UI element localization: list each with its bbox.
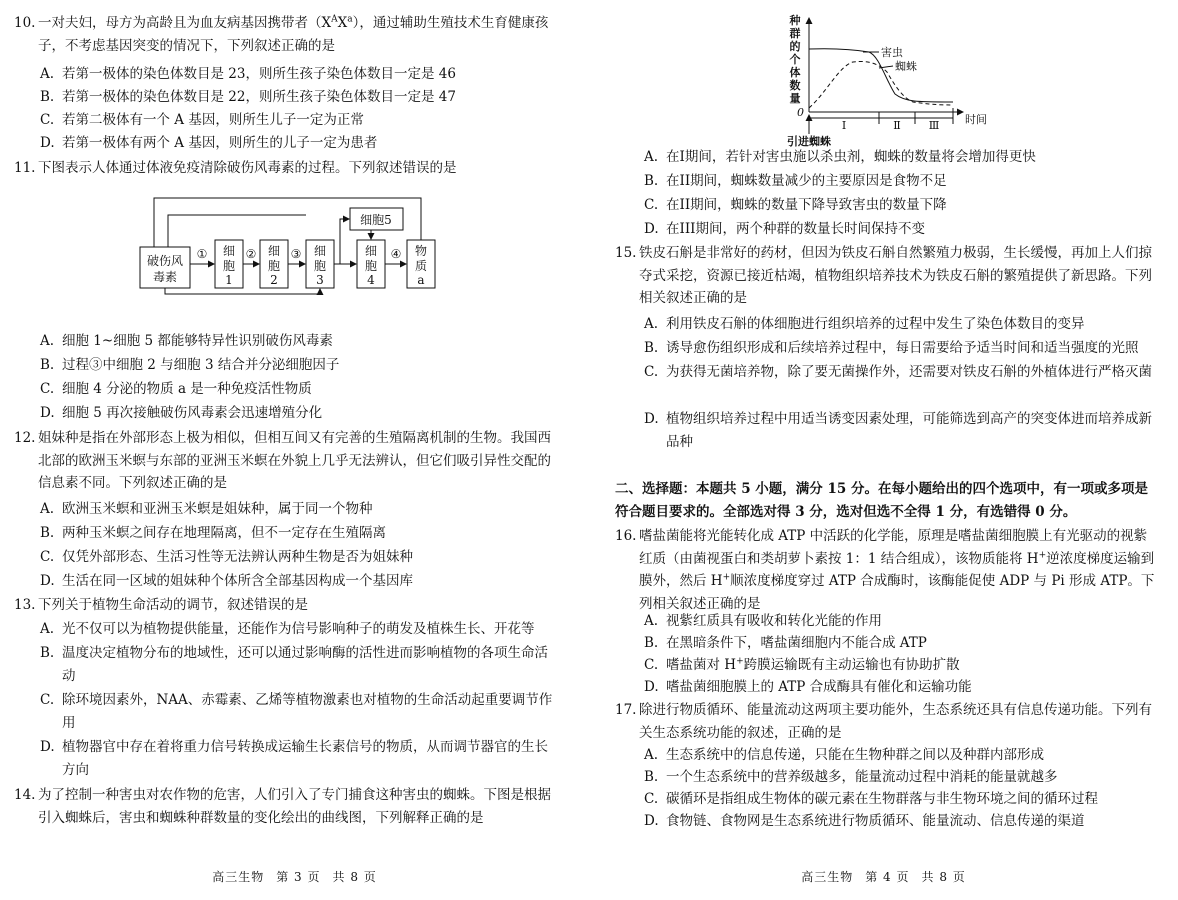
option-a bbox=[644, 313, 1154, 336]
option-text: 过程③中细胞 2 与细胞 3 结合并分泌细胞因子 bbox=[62, 357, 340, 373]
option-a bbox=[644, 744, 1154, 767]
option-b bbox=[644, 337, 1154, 360]
option-b bbox=[40, 354, 560, 377]
option-letter: D. bbox=[40, 739, 55, 755]
option-text: 碳循环是指组成生物体的碳元素在生物群落与非生物环境之间的循环过程 bbox=[666, 791, 1098, 807]
superscript: a bbox=[347, 14, 353, 25]
substance-label: 物 bbox=[414, 244, 428, 258]
option-d bbox=[40, 736, 560, 781]
option-letter: D. bbox=[644, 813, 659, 829]
option-c bbox=[40, 689, 560, 734]
question-12 bbox=[14, 427, 562, 495]
cell-label: 胞 bbox=[222, 259, 236, 273]
option-text: 两种玉米螟之间存在地理隔离，但不一定存在生殖隔离 bbox=[62, 525, 386, 541]
substance-label: a bbox=[417, 273, 425, 287]
option-letter: A. bbox=[40, 333, 55, 349]
immune-process-diagram bbox=[130, 190, 450, 300]
page-footer bbox=[589, 868, 1178, 885]
option-letter: C. bbox=[40, 381, 55, 397]
option-text: 生态系统中的信息传递，只能在生物种群之间以及种群内部形成 bbox=[666, 747, 1044, 763]
cell-number: 2 bbox=[270, 273, 278, 287]
stem-part: 顺浓度梯度穿过 ATP 合成酶时，该酶能促使 ADP 与 Pi 形成 ATP。下列相关叙述正确的是 bbox=[639, 573, 1155, 612]
period-1-label: Ⅰ bbox=[841, 119, 847, 132]
cell-number: 3 bbox=[316, 273, 324, 287]
option-a bbox=[40, 498, 560, 521]
option-letter: B. bbox=[40, 525, 55, 541]
stem-part: ），通过辅助生殖技术生育健康孩子，不考虑基因突变的情况下，下列叙述正确的是 bbox=[38, 15, 549, 54]
legend-spider: 蜘蛛 bbox=[895, 60, 917, 73]
stem-part: X bbox=[337, 15, 348, 31]
option-letter: C. bbox=[644, 657, 659, 673]
population-graph bbox=[787, 8, 1007, 148]
question-15 bbox=[615, 242, 1155, 310]
superscript: + bbox=[722, 572, 731, 583]
option-c bbox=[644, 788, 1154, 811]
exam-page-4 bbox=[589, 0, 1178, 900]
option-d bbox=[644, 810, 1154, 833]
toxin-label: 破伤风 bbox=[146, 254, 184, 268]
option-text: 一个生态系统中的营养级越多，能量流动过程中消耗的能量就越多 bbox=[666, 769, 1058, 785]
option-d bbox=[644, 408, 1154, 453]
arrow-to-cell-5 bbox=[340, 219, 349, 264]
y-axis-label: 的 bbox=[789, 40, 801, 53]
question-stem: 铁皮石斛是非常好的药材，但因为铁皮石斛自然繁殖力极弱，生长缓慢，再加上人们掠夺式采挖，资源已接近枯竭，植物组织培养技术为铁皮石斛的繁殖提供了新思路。下列相关叙述正确的是 bbox=[639, 245, 1152, 306]
question-14 bbox=[14, 784, 562, 829]
option-letter: B. bbox=[644, 635, 659, 651]
footer-page-number: 第 4 页 bbox=[865, 870, 910, 884]
question-stem: 为了控制一种害虫对农作物的危害，人们引入了专门捕食这种害虫的蜘蛛。下图是根据引入蜘蛛后，害虫和蜘蛛种群数量的变化绘出的曲线图，下列解释正确的是 bbox=[38, 787, 551, 826]
origin-label: 0 bbox=[797, 106, 804, 119]
option-text: 植物组织培养过程中用适当诱变因素处理，可能筛选到高产的突变体进而培养成新品种 bbox=[666, 411, 1152, 450]
option-b bbox=[644, 632, 1154, 655]
option-letter: A. bbox=[644, 316, 659, 332]
superscript: A bbox=[331, 14, 338, 25]
cell-label: 细 bbox=[222, 244, 236, 258]
question-number: 16. bbox=[615, 528, 637, 544]
legend-pest: 害虫 bbox=[881, 46, 903, 59]
option-letter: A. bbox=[644, 613, 659, 629]
cell-label: 胞 bbox=[267, 259, 281, 273]
footer-total-pages: 共 8 页 bbox=[921, 870, 966, 884]
option-d bbox=[644, 218, 1154, 241]
option-letter: C. bbox=[40, 549, 55, 565]
step-2-label: ② bbox=[245, 247, 257, 261]
footer-total-pages: 共 8 页 bbox=[332, 870, 377, 884]
y-axis-label: 群 bbox=[789, 27, 801, 40]
option-c bbox=[644, 361, 1154, 384]
question-stem: 下图表示人体通过体液免疫清除破伤风毒素的过程。下列叙述错误的是 bbox=[38, 160, 457, 176]
section-2-heading: 二、选择题：本题共 5 小题，满分 15 分。在每小题给出的四个选项中，有一项或多项是符合题目要求的。全部选对得 3 分，选对但选不全得 1 分，有选错得 0 分。 bbox=[615, 481, 1148, 520]
option-letter: A. bbox=[40, 501, 55, 517]
question-10 bbox=[14, 12, 562, 57]
option-d bbox=[644, 676, 1154, 699]
y-axis-label: 数 bbox=[789, 79, 801, 92]
option-b bbox=[644, 766, 1154, 789]
option-b bbox=[40, 642, 560, 687]
question-11 bbox=[14, 157, 562, 180]
option-text bbox=[666, 654, 1154, 677]
arrow-toxin-to-cell3 bbox=[165, 288, 320, 294]
option-d bbox=[40, 402, 560, 425]
option-text: 生活在同一区域的姐妹种个体所含全部基因构成一个基因库 bbox=[62, 573, 413, 589]
period-3-label: Ⅲ bbox=[928, 119, 940, 132]
option-letter: B. bbox=[40, 645, 55, 661]
option-text: 细胞 5 再次接触破伤风毒素会迅速增殖分化 bbox=[62, 405, 323, 421]
question-number: 11. bbox=[14, 160, 36, 176]
step-3-label: ③ bbox=[290, 247, 302, 261]
option-text: 在II期间，蜘蛛数量减少的主要原因是食物不足 bbox=[666, 173, 947, 189]
option-text: 在III期间，两个种群的数量长时间保持不变 bbox=[666, 221, 925, 237]
option-letter: A. bbox=[40, 621, 55, 637]
y-axis-label: 量 bbox=[789, 92, 801, 105]
option-d bbox=[40, 132, 560, 155]
cell-number: 4 bbox=[367, 273, 375, 287]
option-text: 诱导愈伤组织形成和后续培养过程中，每日需要给予适当时间和适当强度的光照 bbox=[666, 340, 1139, 356]
question-13 bbox=[14, 594, 562, 617]
option-text-part: 跨膜运输既有主动运输也有协助扩散 bbox=[743, 657, 960, 673]
option-c bbox=[644, 654, 1154, 677]
option-a bbox=[644, 610, 1154, 633]
question-stem: 下列关于植物生命活动的调节，叙述错误的是 bbox=[38, 597, 308, 613]
toxin-label: 毒素 bbox=[152, 270, 178, 284]
option-text: 细胞 4 分泌的物质 a 是一种免疫活性物质 bbox=[62, 381, 312, 397]
option-a bbox=[40, 330, 560, 353]
option-text: 在黑暗条件下，嗜盐菌细胞内不能合成 ATP bbox=[666, 635, 927, 651]
option-text: 仅凭外部形态、生活习性等无法辨认两种生物是否为姐妹种 bbox=[62, 549, 413, 565]
step-1-label: ① bbox=[196, 247, 208, 261]
y-axis-label: 个 bbox=[789, 53, 801, 66]
page-footer bbox=[0, 868, 589, 885]
option-text: 植物器官中存在着将重力信号转换成运输生长素信号的物质，从而调节器官的生长方向 bbox=[62, 739, 548, 778]
option-text: 若第一极体有两个 A 基因，则所生的儿子一定为患者 bbox=[62, 135, 378, 151]
footer-subject: 高三生物 bbox=[212, 870, 265, 884]
option-letter: C. bbox=[644, 791, 659, 807]
x-axis-label: 时间 bbox=[965, 113, 987, 126]
cell-label: 细 bbox=[267, 244, 281, 258]
option-text: 温度决定植物分布的地域性，还可以通过影响酶的活性进而影响植物的各项生命活动 bbox=[62, 645, 548, 684]
option-c bbox=[40, 546, 560, 569]
option-text: 在II期间，蜘蛛的数量下降导致害虫的数量下降 bbox=[666, 197, 947, 213]
connector-line bbox=[168, 215, 306, 247]
option-text: 视紫红质具有吸收和转化光能的作用 bbox=[666, 613, 882, 629]
cell-label: 细 bbox=[364, 244, 378, 258]
option-d bbox=[40, 570, 560, 593]
cell-label: 胞 bbox=[364, 259, 378, 273]
cell-5-label: 细胞5 bbox=[360, 213, 392, 227]
stem-part: 嗜盐菌能将光能转化成 ATP 中活跃的化学能，原理是嗜盐菌细胞膜上有光驱动的视紫红质（由菌视蛋白和类胡萝卜素按 1：1 结合组成），该物质能将 H bbox=[639, 528, 1148, 567]
option-letter: B. bbox=[40, 89, 55, 105]
option-letter: A. bbox=[644, 747, 659, 763]
option-text: 欧洲玉米螟和亚洲玉米螟是姐妹种，属于同一个物种 bbox=[62, 501, 373, 517]
question-number: 15. bbox=[615, 245, 637, 261]
option-a bbox=[644, 146, 1154, 169]
question-stem bbox=[639, 525, 1155, 615]
option-letter: C. bbox=[644, 197, 659, 213]
option-c bbox=[40, 109, 560, 132]
option-letter: D. bbox=[40, 573, 55, 589]
option-text-part: 嗜盐菌对 H bbox=[666, 657, 737, 673]
question-stem: 姐妹种是指在外部形态上极为相似，但相互间又有完善的生殖隔离机制的生物。我国西北部的欧洲玉米螟与东部的亚洲玉米螟在外貌上几乎无法辨认，但它们吸引异性交配的信息素不同。下列叙述正确的是 bbox=[38, 430, 551, 491]
question-number: 17. bbox=[615, 702, 637, 718]
substance-label: 质 bbox=[414, 259, 428, 273]
question-stem bbox=[38, 12, 562, 57]
option-a bbox=[40, 618, 560, 641]
option-text: 在I期间，若针对害虫施以杀虫剂，蜘蛛的数量将会增加得更快 bbox=[666, 149, 1036, 165]
option-b bbox=[40, 522, 560, 545]
option-letter: A. bbox=[644, 149, 659, 165]
cell-number: 1 bbox=[225, 273, 233, 287]
option-letter: C. bbox=[644, 364, 659, 380]
option-letter: D. bbox=[644, 679, 659, 695]
option-c bbox=[40, 378, 560, 401]
question-16 bbox=[615, 525, 1155, 615]
option-letter: A. bbox=[40, 66, 55, 82]
question-stem: 除进行物质循环、能量流动这两项主要功能外，生态系统还具有信息传递功能。下列有关生态系统功能的叙述，正确的是 bbox=[639, 702, 1152, 741]
question-17 bbox=[615, 699, 1155, 744]
option-text: 光不仅可以为植物提供能量，还能作为信号影响种子的萌发及植株生长、开花等 bbox=[62, 621, 535, 637]
footer-page-number: 第 3 页 bbox=[276, 870, 321, 884]
option-letter: B. bbox=[40, 357, 55, 373]
option-text: 食物链、食物网是生态系统进行物质循环、能量流动、信息传递的渠道 bbox=[666, 813, 1085, 829]
cell-label: 胞 bbox=[313, 259, 327, 273]
option-letter: C. bbox=[40, 692, 55, 708]
superscript: + bbox=[1038, 550, 1047, 560]
step-4-label: ④ bbox=[390, 247, 402, 261]
option-letter: D. bbox=[40, 135, 55, 151]
option-text: 为获得无菌培养物，除了要无菌操作外，还需要对铁皮石斛的外植体进行严格灭菌 bbox=[666, 364, 1152, 380]
option-text: 细胞 1~细胞 5 都能够特异性识别破伤风毒素 bbox=[62, 333, 333, 349]
stem-part: 逆浓度梯度运输到膜外，然后 H bbox=[639, 550, 1155, 589]
stem-part: 一对夫妇，母方为高龄且为血友病基因携带者（X bbox=[38, 15, 332, 31]
y-axis-label: 种 bbox=[789, 14, 801, 27]
option-text: 若第一极体的染色体数目是 22，则所生孩子染色体数目一定是 47 bbox=[62, 89, 456, 105]
option-text: 除环境因素外，NAA、赤霉素、乙烯等植物激素也对植物的生命活动起重要调节作用 bbox=[62, 692, 553, 731]
superscript: + bbox=[736, 656, 744, 667]
option-c bbox=[644, 194, 1154, 217]
period-2-label: Ⅱ bbox=[893, 119, 901, 132]
option-letter: B. bbox=[644, 340, 659, 356]
y-axis-label: 体 bbox=[789, 66, 801, 79]
question-number: 12. bbox=[14, 430, 36, 446]
option-letter: D. bbox=[40, 405, 55, 421]
option-a bbox=[40, 63, 560, 86]
intro-label: 引进蜘蛛 bbox=[787, 135, 831, 148]
option-text: 若第二极体有一个 A 基因，则所生儿子一定为正常 bbox=[62, 112, 364, 128]
option-letter: D. bbox=[644, 221, 659, 237]
option-b bbox=[644, 170, 1154, 193]
option-text: 利用铁皮石斛的体细胞进行组织培养的过程中发生了染色体数目的变异 bbox=[666, 316, 1085, 332]
option-letter: B. bbox=[644, 173, 659, 189]
option-text: 嗜盐菌细胞膜上的 ATP 合成酶具有催化和运输功能 bbox=[666, 679, 972, 695]
question-number: 14. bbox=[14, 787, 36, 803]
option-text: 若第一极体的染色体数目是 23，则所生孩子染色体数目一定是 46 bbox=[62, 66, 456, 82]
option-letter: C. bbox=[40, 112, 55, 128]
option-letter: B. bbox=[644, 769, 659, 785]
question-number: 13. bbox=[14, 597, 36, 613]
option-letter: D. bbox=[644, 411, 659, 427]
spider-curve bbox=[809, 61, 953, 108]
option-b bbox=[40, 86, 560, 109]
question-number: 10. bbox=[14, 15, 36, 31]
footer-subject: 高三生物 bbox=[801, 870, 854, 884]
cell-label: 细 bbox=[313, 244, 327, 258]
